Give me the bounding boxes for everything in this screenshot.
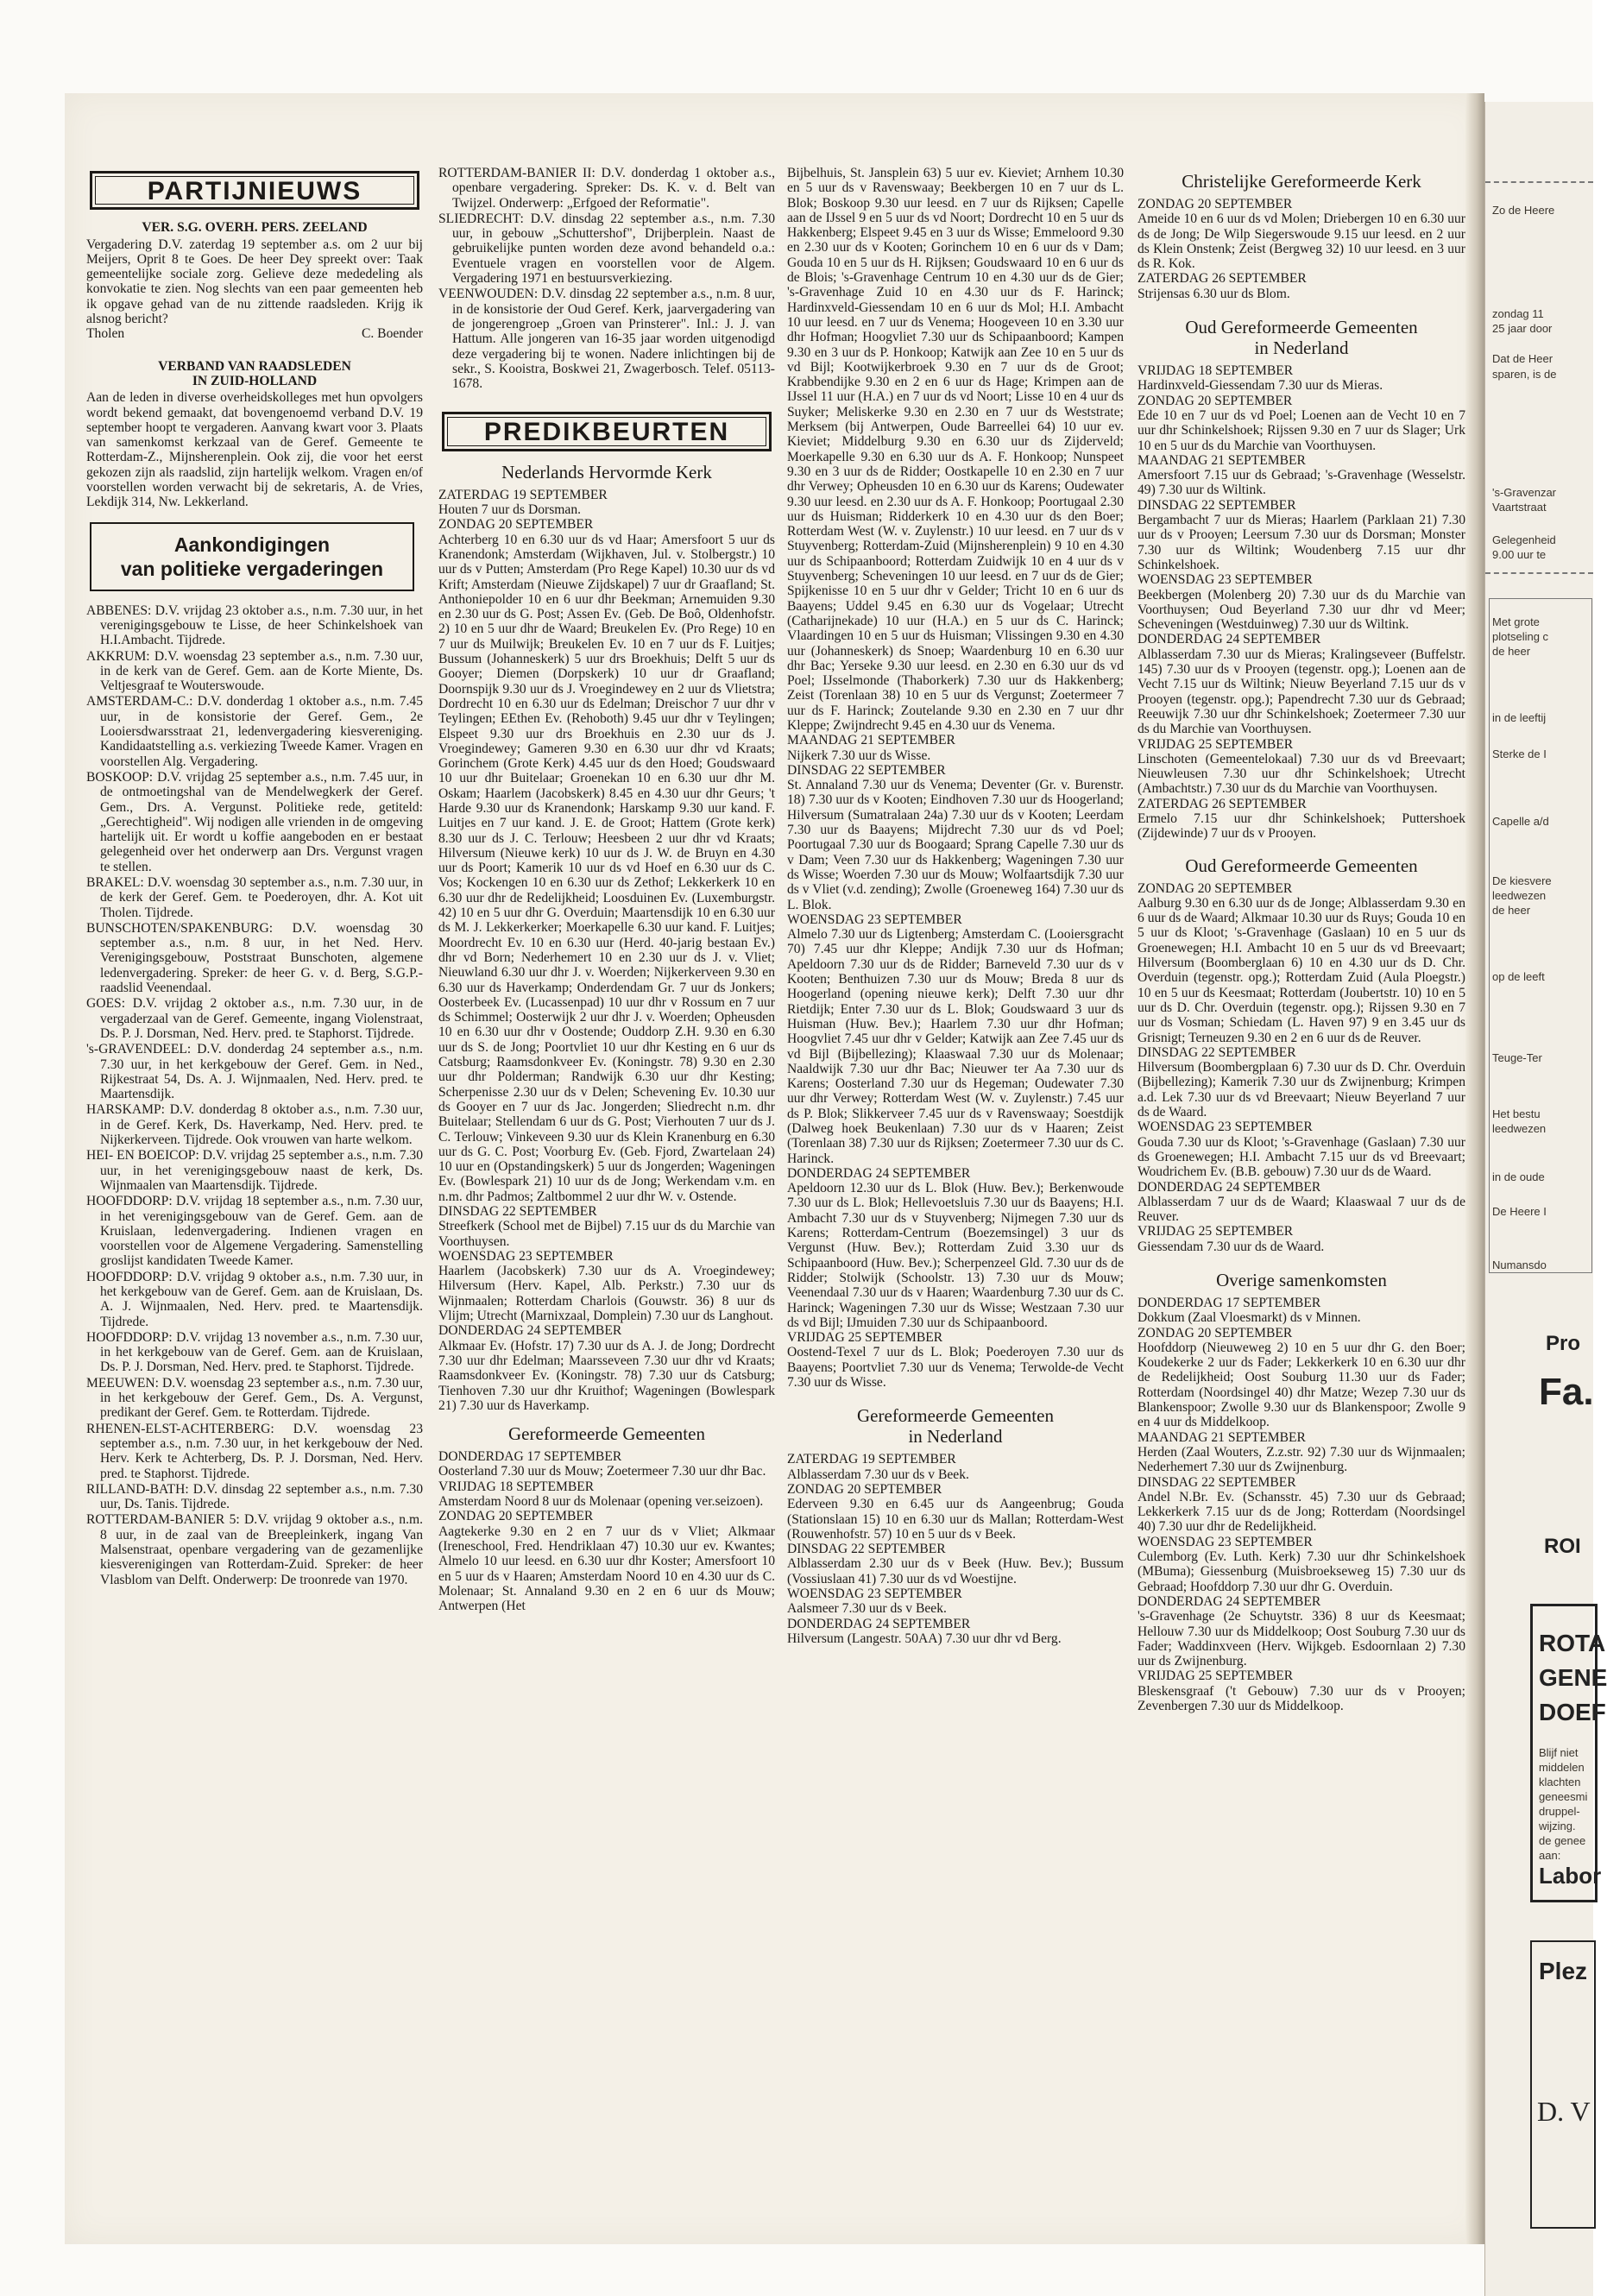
meeting-item: MEEUWEN: D.V. woensdag 23 september a.s., n.m. 7.30 uur, in het kerkgebouw der Geref. Gem., Ds. A. Vergunst, predikant der Geref. Gem. te Rotterdam. Tijdrede. [86,1375,423,1421]
meeting-item: HEI- EN BOEICOP: D.V. vrijdag 25 september a.s., n.m. 7.30 uur, in het verenigingsgebouw naast de kerk, Ds. Wijnmaalen van Maartensdijk. Tijdrede. [86,1148,423,1193]
meeting-list [86,603,423,1587]
day-heading: DONDERDAG 24 SEPTEMBER [787,1165,971,1181]
day-heading: MAANDAG 21 SEPTEMBER [1138,1429,1306,1445]
day-heading: DINSDAG 22 SEPTEMBER [438,1204,597,1219]
service-entry: Amersfoort 7.15 uur ds Gebraad; 's-Gravenhage (Wesselstr. 49) 7.30 uur ds Wiltink. [1138,468,1465,498]
meeting-item: ROTTERDAM-BANIER 5: D.V. vrijdag 9 oktober a.s., n.m. 8 uur, in de zaal van de Breepleinkerk, ingang Van Malsenstraat, openbare vergadering van de gezamenlijke kiesverenigingen van Rotterdam-Zuid. Spreker: de heer Vlasblom van Delft. Onderwerp: De troonrede van 1970. [86,1512,423,1587]
meeting-item: VEENWOUDEN: D.V. dinsdag 22 september a.s., n.m. 8 uur, in de konsistorie der Oud Geref. Kerk, jaarvergadering van de jongerengroep „Groen van Prinsterer". Inl.: J. J. van Hattum. Alle jongeren van 16-35 jaar worden uitgenodigd deze vergadering bij te wonen. Nadere inlichtingen bij de sekr., S. Kooistra, Boskwei 21, Zwagerbosch. Telef. 05113-1678. [438,287,775,392]
notice-fragment: Vaartstraat [1492,501,1547,514]
service-entry: Alblasserdam 7 uur ds de Waard; Klaaswaal 7 uur ds de Reuver. [1138,1194,1465,1225]
ogg-heading-1: Oud Gereformeerde Gemeenten [1185,317,1418,338]
ad-text: druppel- [1539,1805,1580,1818]
day-heading: VRIJDAG 18 SEPTEMBER [438,1479,595,1494]
signature-place: Tholen [86,326,125,342]
predikbeurten-title: PREDIKBEURTEN [447,417,766,445]
meeting-item: RILLAND-BATH: D.V. dinsdag 22 september a.s., n.m. 7.30 uur, Ds. Tanis. Tijdrede. [86,1481,423,1512]
ad-text: geneesmi [1539,1790,1588,1803]
chr-heading: Christelijke Gereformeerde Kerk [1182,171,1421,192]
day-heading: ZONDAG 20 SEPTEMBER [1138,393,1293,408]
service-entry: Gouda 7.30 uur ds Kloot; 's-Gravenhage (Gaslaan) 7.30 uur ds Groenewegen; H.I. Ambacht 7.15 uur ds vd Breevaart; Woudrichem Ev. (B.B. gebouw) 7.30 uur ds de Waard. [1138,1134,1465,1180]
meeting-item: HOOFDDORP: D.V. vrijdag 9 oktober a.s., n.m. 7.30 uur, in het kerkgebouw van de Geref. Gem. aan de Kruislaan, Ds. A. J. Wijnmaalen, Ned. Herv. pred. te Maartensdijk. Tijdrede. [86,1269,423,1329]
notice-fragment: de heer [1492,904,1531,917]
day-heading: VRIJDAG 25 SEPTEMBER [1138,1224,1294,1239]
day-heading: DONDERDAG 17 SEPTEMBER [438,1449,622,1465]
ogk-heading: Oud Gereformeerde Gemeenten [1185,855,1418,876]
notice-fragment: in de leeftij [1492,711,1547,724]
ggn-heading-1: Gereformeerde Gemeenten [857,1405,1054,1427]
ad-text: wijzing. [1539,1820,1576,1832]
notice-fragment: leedwezen [1492,889,1547,902]
ad-fragment: GENE [1539,1664,1607,1691]
column-3 [787,166,1124,1646]
day-heading: VRIJDAG 25 SEPTEMBER [787,1330,943,1346]
notice-fragment: zondag 11 [1492,307,1544,320]
nhk-heading: Nederlands Hervormde Kerk [501,461,712,483]
service-entry: St. Annaland 7.30 uur ds Venema; Deventer (Gr. v. Burenstr. 18) 7.30 uur ds v Kooten; Eindhoven 7.30 uur ds Hoogerland; Hilversum (Sumatralaan 24a) 7.30 uur ds v Kooten; Leerdam 7.30 uur ds Baayens; Mijdrecht 7.30 uur ds vd Poel; Poortugaal 7.30 uur ds Boogaard; Sprang Capelle 7.30 uur ds v Dam; Veen 7.30 uur ds Hakkenberg; Wageningen 7.30 uur ds Wisse; Woerden 7.30 uur ds Mouw; Wolfaartsdijk 7.30 uur ds v Vliet (v.d. zending); Zwolle (Groeneweg 164) 7.30 uur ds L. Blok. [787,778,1124,912]
service-entry: Nijkerk 7.30 uur ds Wisse. [787,747,931,763]
aankondigingen-title-line1: Aankondigingen [173,533,331,556]
service-entry: Linschoten (Gemeentelokaal) 7.30 uur ds vd Breevaart; Nieuwleusen 7.30 uur dhr Schinkelshoek; Utrecht (Ambachtstr.) 7.30 uur ds du Marchie van Voorthuysen. [1138,751,1465,797]
notice-divider [1485,572,1593,574]
notice-fragment: de heer [1492,645,1531,658]
day-heading: DONDERDAG 17 SEPTEMBER [1138,1296,1321,1310]
notice-fragment: Zo de Heere [1492,204,1555,217]
service-entry: Andel N.Br. Ev. (Schansstr. 45) 7.30 uur ds Gebraad; Lekkerkerk 7.15 uur ds de Jong; Rotterdam (Noordsingel 40) 7.30 uur dhr de Redelijkheid. [1138,1489,1465,1535]
day-heading: VRIJDAG 25 SEPTEMBER [1138,1668,1294,1684]
ad-fragment: Plez [1539,1958,1588,1984]
day-heading: MAANDAG 21 SEPTEMBER [1138,452,1306,468]
service-entry: Ederveen 9.30 en 6.45 uur ds Aangeenbrug; Gouda (Stationslaan 15) 10 en 6.30 uur ds Mallan; Rotterdam-West (Rouwenhofstr. 57) 10 en 5 uur ds v Beek. [787,1497,1124,1542]
service-entry: Giessendam 7.30 uur ds de Waard. [1138,1239,1325,1254]
service-entry: Culemborg (Ev. Luth. Kerk) 7.30 uur dhr Schinkelshoek (MBuma); Giessenburg (Muisbroekseweg 15) 7.30 uur ds Gebraad; Hoofddorp 7.30 uur dhr G. Overduin. [1138,1549,1465,1594]
service-entry: Oosterland 7.30 uur ds Mouw; Zoetermeer 7.30 uur dhr Bac. [438,1464,766,1479]
aankondigingen-header-box [90,522,414,591]
service-entry: Beekbergen (Molenberg 20) 7.30 uur ds du Marchie van Voorthuysen; Oud Beyerland 7.30 uur dhr vd Meer; Scheveningen (Westduinweg) 7.30 uur ds Wiltink. [1138,587,1465,633]
ad-fragment: Labor [1539,1863,1602,1889]
day-heading: DONDERDAG 24 SEPTEMBER [1138,1593,1321,1609]
notice-fragment: De Heere I [1492,1205,1547,1218]
notice-divider [1485,181,1593,183]
service-entry: Almelo 7.30 uur ds Ligtenberg; Amsterdam C. (Looiersgracht 70) 7.45 uur dhr Kleppe; Andijk 7.30 uur ds Hofman; Apeldoorn 7.30 uur ds de Ridder; Barneveld 7.30 uur ds v Kooten; Benthuizen 7.30 uur ds Mouw; Breda 8 uur ds Hoogerland (opening nieuwe kerk); Delft 7.30 uur dhr Rietdijk; Enter 7.30 uur ds L. Blok; Goudswaard 3 uur ds Huisman (Huw. Bev.); Haarlem 7.30 uur dhr Hofman; Hoogvliet 7.45 uur dhr v Gelder; Katwijk aan Zee 7.45 uur ds vd Bijl (Bijbellezing); Klaaswaal 7.30 uur ds Molenaar; Naaldwijk 7.30 uur dhr Bac; Nieuwer ter Aa 7.30 uur ds Karens; Oosterland 7.30 uur ds Hegeman; Oudewater 7.30 uur dhr Verwey; Rotterdam West (W. v. Zuylenstr.) 7.45 uur ds P. Blok; Slikkerveer 7.45 uur ds v Ravenswaay; Soestdijk (Dalweg hoek Beukenlaan) 7.30 uur ds v Haaren; Zeist (Torenlaan 38) 7.30 uur ds Rijksen; Zoetermeer 7.30 uur ds C. Harinck. [787,927,1124,1166]
notice-fragment: Teuge-Ter [1492,1051,1542,1064]
service-entry: Alkmaar Ev. (Hofstr. 17) 7.30 uur ds A. J. de Jong; Dordrecht 7.30 uur dhr Edelman; Maarsseveen 7.30 uur dhr vd Kraats; Raamsdonkveer Ev. (Koningstr. 78) 7.30 uur ds Catsburg; Tienhoven 7.30 uur dhr Kruithof; Wageningen (Bowlespark 21) 7.30 uur ds Haverkamp. [438,1338,775,1413]
service-entry: Hilversum (Boombergplaan 6) 7.30 uur ds D. Chr. Overduin (Bijbellezing); Kamerik 7.30 uur ds Zwijnenburg; Krimpen a.d. Lek 7.30 uur ds vd Breevaart; Nieuw Beyerland 7 uur ds de Waard. [1138,1060,1465,1120]
ad-text: de genee [1539,1834,1586,1847]
adjacent-page-strip [1484,102,1607,2296]
ad-text: Blijf niet [1539,1746,1579,1759]
day-heading: WOENSDAG 23 SEPTEMBER [1138,572,1313,588]
service-entry: Haarlem (Jacobskerk) 7.30 uur ds A. Vroegindewey; Hilversum (Herv. Kapel, Alb. Perkstr.) 7.30 uur ds Wijnmaalen; Rotterdam Charlois (Gouwstr. 36) 8 uur ds Vlijm; Utrecht (Marnixzaal, Domplein) 7.30 uur ds Langhout. [438,1264,775,1324]
day-heading: DINSDAG 22 SEPTEMBER [787,762,946,778]
service-entry: Dokkum (Zaal Vloesmarkt) ds v Minnen. [1138,1310,1361,1326]
notice-fragment: Gelegenheid [1492,533,1556,546]
notice-fragment: Numansdo [1492,1258,1547,1271]
notice-fragment: Sterke de I [1492,747,1547,760]
column-1 [86,164,423,1588]
ad-fragment: ROTA [1539,1630,1606,1656]
column-4 [1138,171,1465,1713]
meeting-item: AMSTERDAM-C.: D.V. donderdag 1 oktober a.s., n.m. 7.45 uur, in de konsistorie der Geref. Gem., 2e Looiersdwarsstraat 21, ledenvergadering kiesvereniging. Kandidaatstelling a.s. verkiezing Tweede Kamer. Vragen en voorstellen Alg. Vergadering. [86,694,423,769]
ad-fragment: D. V [1537,2096,1591,2127]
notice-fragment: 9.00 uur te [1492,548,1547,561]
ogg-heading-2: in Nederland [1254,337,1349,359]
partijnieuws-title: PARTIJNIEUWS [95,176,414,205]
raadsleden-body: Aan de leden in diverse overheidskolleges met hun opvolgers wordt bekend gemaakt, dat bovengenoemd verband D.V. 19 september hoopt te vergaderen. Aanvang kwart voor 3. Plaats van samenkomst kerkzaal van de Geref. Gemeente te Rotterdam-Z., Mijnsherenplein. Ook zij, die voor het eerst gekozen zijn als raadslid, zijn hartelijk welkom. Vragen en/of voorstellen worden verwacht bij de sekretaris, A. de Vries, Lekdijk 314, Nw. Lekkerland. [86,390,423,510]
day-heading: DINSDAG 22 SEPTEMBER [1138,1474,1296,1490]
ggn-heading-2: in Nederland [908,1426,1003,1448]
service-entry: Houten 7 uur ds Dorsman. [438,502,582,518]
day-heading: ZONDAG 20 SEPTEMBER [1138,1325,1293,1340]
day-heading: ZONDAG 20 SEPTEMBER [787,1481,942,1497]
notice-fragment: plotseling c [1492,630,1549,643]
day-heading: WOENSDAG 23 SEPTEMBER [787,1586,962,1602]
service-entry: Aagtekerke 9.30 en 2 en 7 uur ds v Vliet; Alkmaar (Ireneschool, Fred. Hendriklaan 47) 10.30 uur ev. Kwantes; Almelo 10 uur leesd. en 6.30 uur dhr Koster; Amersfoort 10 en 5 uur ds v Haaren; Amsterdam Noord 10 en 4.30 uur ds C. Molenaar; St. Annaland 9.30 en 2 en 6 uur ds Mouw; Antwerpen (Het [438,1523,775,1614]
meeting-item: BUNSCHOTEN/SPAKENBURG: D.V. woensdag 30 september a.s., n.m. 8 uur, in het Ned. Herv. Verenigingsgebouw, Poststraat Bunschoten, algemene ledenvergadering. Spreker: de heer G. v. d. Berg, S.G.P.-raadslid Veenendaal. [86,920,423,996]
meeting-item: ROTTERDAM-BANIER II: D.V. donderdag 1 oktober a.s., openbare vergadering. Spreker: Ds. K. v. d. Belt van Twijzel. Onderwerp: „Erfgoed der Reformatie". [438,166,775,211]
day-heading: ZONDAG 20 SEPTEMBER [438,1509,594,1524]
meeting-item: HARSKAMP: D.V. donderdag 8 oktober a.s., n.m. 7.30 uur, in de Geref. Kerk, Ds. Haverkamp, Ned. Herv. pred. te Nijkerkerveen. Tijdrede. Ook vrouwen van harte welkom. [86,1102,423,1148]
notice-fragment: sparen, is de [1492,368,1557,381]
day-heading: DINSDAG 22 SEPTEMBER [1138,497,1296,513]
meeting-item: BOSKOOP: D.V. vrijdag 25 september a.s., n.m. 7.45 uur, in de ontmoetingshal van de Mendelwegkerk der Geref. Gem., Drs. A. Vergunst. Politieke rede, getiteld: „Gerechtigheid". Wij nodigen alle vrienden in de omgeving hartelijk uit. Er wordt u koffie aangeboden en er bestaat gelegenheid over het onderwerp aan Drs. Vergunst vragen te stellen. [86,769,423,874]
notice-fragment: 25 jaar door [1492,322,1553,335]
day-heading: DONDERDAG 24 SEPTEMBER [1138,1179,1321,1195]
signature-name: C. Boender [361,326,423,342]
service-entry: Bleskensgraaf ('t Gebouw) 7.30 uur ds v Prooyen; Zevenbergen 7.30 uur ds Middelkoop. [1138,1683,1465,1714]
ad-text: aan: [1539,1849,1561,1862]
day-heading: WOENSDAG 23 SEPTEMBER [1138,1534,1313,1549]
notice-fragment: 's-Gravenzar [1492,486,1557,499]
notice-fragment: op de leeft [1492,970,1545,983]
raadsleden-heading-1: VERBAND VAN RAADSLEDEN [158,358,351,374]
service-entry: Hoofddorp (Nieuweweg 2) 10 en 5 uur dhr G. den Boer; Koudekerke 2 uur ds Fader; Lekkerkerk 10 en 6.30 uur dhr de Redelijkheid; Oost Souburg 11.30 uur ds Fader; Rotterdam (Noordsingel 40) dhr Matze; Wezep 7.30 uur ds Blankenspoor; Zwolle 9.30 uur ds Blankenspoor; Zwolle 9 en 4 uur ds Middelkoop. [1138,1340,1465,1430]
notice-fragment: Capelle a/d [1492,815,1549,828]
day-heading: ZATERDAG 19 SEPTEMBER [438,487,608,502]
service-entry: Strijensas 6.30 uur ds Blom. [1138,286,1290,301]
overige-heading: Overige samenkomsten [1216,1270,1387,1290]
meeting-item: HOOFDDORP: D.V. vrijdag 18 september a.s., n.m. 7.30 uur, in het verenigingsgebouw van de Geref. Gem. aan de Kruislaan, ledenvergadering. Indienen vragen en voorstellen voor de Algemene Vergadering. Samenstelling groslijst kandidaten Tweede Kamer. [86,1194,423,1269]
service-entry: Apeldoorn 12.30 uur ds L. Blok (Huw. Bev.); Berkenwoude 7.30 uur ds L. Blok; Hellevoetsluis 7.30 uur ds Baayens; H.I. Ambacht 7.30 uur ds v Stuyvenberg; Nijmegen 7.30 uur ds Karens; Rotterdam-Centrum (Boezemsingel) 3 uur ds Vergunst (Huw. Bev.); Rotterdam Zuid 3.30 uur ds Schipaanboord (Huw. Bev.); Scherpenzeel Gld. 7.30 uur ds de Ridder; Stolwijk (Schoolstr. 13) 7.30 uur ds Mouw; Veenendaal 7.30 uur ds v Haaren; Waardenburg 7.30 uur ds C. Harinck; Wageningen 7.30 uur ds Wisse; Westzaan 7.30 uur ds vd Bijl; IJmuiden 7.30 uur ds Schipaanboord. [787,1181,1124,1330]
day-heading: WOENSDAG 23 SEPTEMBER [438,1248,614,1264]
meeting-item: HOOFDDORP: D.V. vrijdag 13 november a.s., n.m. 7.30 uur, in het kerkgebouw van de Geref. Gem. aan de Kruislaan, Ds. P. J. Dorsman, Ned. Herv. pred. te Staphorst. Tijdrede. [86,1329,423,1375]
ad-text: middelen [1539,1761,1585,1774]
day-heading: VRIJDAG 25 SEPTEMBER [1138,736,1294,752]
service-entry: Hardinxveld-Giessendam 7.30 uur ds Mieras. [1138,378,1383,394]
notice-fragment: Dat de Heer [1492,352,1553,365]
ad-fragment: ROI [1544,1535,1581,1558]
day-heading: ZONDAG 20 SEPTEMBER [1138,880,1293,896]
service-entry: Alblasserdam 7.30 uur ds v Beek. [787,1467,969,1482]
meeting-item: ABBENES: D.V. vrijdag 23 oktober a.s., n.m. 7.30 uur, in het verenigingsgebouw te Lisse, de heer Schinkelshoek van H.I.Ambacht. Tijdrede. [86,602,423,648]
zeeland-signature [86,326,423,341]
ad-fragment: DOEF [1539,1699,1606,1725]
meeting-item: BRAKEL: D.V. woensdag 30 september a.s., n.m. 7.30 uur, in de kerk der Geref. Gem. te Poederoyen, dhr. A. Kot uit Tholen. Tijdrede. [86,874,423,920]
raadsleden-heading-2: IN ZUID-HOLLAND [192,373,318,388]
meeting-item: AKKRUM: D.V. woensdag 23 september a.s., n.m. 7.30 uur, in de kerk van de Geref. Gem. aan de Korte Miente, Ds. Veltjesgraaf te Wouterswoude. [86,648,423,694]
service-entry: 's-Gravenhage (2e Schuytstr. 336) 8 uur ds Keesmaat; Hellouw 7.30 uur ds Middelkoop; Oost Souburg 7.30 uur ds Fader; Waddinxveen (Herv. Wijkgeb. Esdoornlaan 2) 7.30 uur ds Zwijnenburg. [1138,1609,1465,1669]
zeeland-heading: VER. S.G. OVERH. PERS. ZEELAND [142,220,368,236]
notice-fragment: in de oude [1492,1170,1545,1183]
service-entry: Alblasserdam 7.30 uur ds Mieras; Kralingseveer (Buffelstr. 145) 7.30 uur ds v Prooyen (tegenstr. opg.); Loenen aan de Vecht 7.15 uur ds Wiltink; Nieuw Beyerland 7.15 uur ds v Prooyen (tegenstr. opg.); Papendrecht 7.30 uur ds Gebraad; Reeuwijk 7.30 uur dhr Schinkelshoek; Zoetermeer 7.30 uur ds du Marchie van Voorthuysen. [1138,647,1465,737]
notice-fragment: De kiesvere [1492,874,1552,887]
notice-fragment: leedwezen [1492,1122,1547,1135]
day-heading: DINSDAG 22 SEPTEMBER [1138,1044,1296,1060]
day-heading: DINSDAG 22 SEPTEMBER [787,1542,946,1557]
service-entry: Aalburg 9.30 en 6.30 uur ds de Jonge; Alblasserdam 9.30 en 6 uur ds de Waard; Alkmaar 10.30 uur ds Ruys; Gouda 10 en 5 uur ds Kloot; 's-Gravenhage (Gaslaan) 10 en 5 uur ds Groenewegen; H.I. Ambacht 10 en 5 uur ds vd Breevaart; Hilversum (Boomberglaan 6) 10 en 4.30 uur ds D. Chr. Overduin (tegenstr. opg.); Rotterdam Zuid (Aula Ploegstr.) 10 en 5 uur ds Keesmaat; Rotterdam (Joubertstr. 10) 10 en 5 uur ds D. Chr. Overduin (tegenstr. opg.); Rijssen 9.30 en 7 uur ds Vosman; Schiedam (L. Haven 97) 9 en 3.45 uur ds Grisnigt; Terneuzen 9.30 en 2 en 6 uur ds de Reuver. [1138,895,1466,1045]
service-entry: Ameide 10 en 6 uur ds vd Molen; Driebergen 10 en 6.30 uur ds de Jong; De Wilp Siegerswoude 9.15 uur leesd. en 2 uur ds Klein Onstenk; Zeist (Bergweg 32) 10 uur leesd. en 3 uur ds R. Kok. [1138,211,1465,272]
meeting-item: RHENEN-ELST-ACHTERBERG: D.V. woensdag 23 september a.s., n.m. 7.30 uur, in het kerkgebouw der Ned. Herv. Kerk te Achterberg, Ds. P. J. Dorsman, Ned. Herv. pred. te Staphorst. Tijdrede. [86,1421,423,1481]
meeting-item: SLIEDRECHT: D.V. dinsdag 22 september a.s., n.m. 7.30 uur, in gebouw „Schuttershof", Drijberplein. Naast de gebruikelijke punten worden deze avond behandeld o.a.: Eventuele vragen en voorstellen voor de Algem. Vergadering 1971 en bestuursverkiezing. [438,211,775,287]
gg-heading: Gereformeerde Gemeenten [508,1423,705,1445]
day-heading: WOENSDAG 23 SEPTEMBER [787,911,962,927]
service-entry: Amsterdam Noord 8 uur ds Molenaar (opening ver.seizoen). [438,1494,764,1510]
service-entry: Streefkerk (School met de Bijbel) 7.15 uur ds du Marchie van Voorthuysen. [438,1219,775,1249]
service-entry: Oostend-Texel 7 uur ds L. Blok; Poederoyen 7.30 uur ds Baayens; Poortvliet 7.30 uur ds Venema; Terwolde-de Vecht 7.30 uur ds Wisse. [787,1345,1124,1391]
day-heading: WOENSDAG 23 SEPTEMBER [1138,1120,1313,1135]
service-entry: Herden (Zaal Wouters, Z.z.str. 92) 7.30 uur ds Wijnmaalen; Nederhemert 7.30 uur ds Zwijnenburg. [1138,1444,1465,1475]
notice-fragment: Met grote [1492,615,1540,628]
day-heading: DONDERDAG 24 SEPTEMBER [438,1323,622,1339]
notice-fragment: Het bestu [1492,1107,1541,1120]
aankondigingen-title-line2: van politieke vergaderingen [120,557,384,580]
day-heading: ZONDAG 20 SEPTEMBER [438,517,594,533]
day-heading: VRIJDAG 18 SEPTEMBER [1138,363,1294,379]
partijnieuws-header-box [90,171,419,210]
page-fold [1465,93,1484,2244]
ad-fragment: Fa. [1539,1371,1594,1413]
zeeland-body: Vergadering D.V. zaterdag 19 september a.s. om 2 uur bij Meijers, Oprit 8 te Goes. De heer Dey spreekt over: Taak gemeentelijke sociale zorg. Gelieve deze mededeling als konvokatie te zien. Nog slechts van een paar gemeenten heb ik opgave gehad van de nu zittende raadsleden. Krijg ik alsnog bericht? [86,237,423,327]
day-heading: DONDERDAG 24 SEPTEMBER [1138,632,1321,647]
service-entry: Hilversum (Langestr. 50AA) 7.30 uur dhr vd Berg. [787,1631,1062,1646]
meeting-item: GOES: D.V. vrijdag 2 oktober a.s., n.m. 7.30 uur, in de vergaderzaal van de Geref. Gemeente, ingang Violenstraat, Ds. P. J. Dorsman, Ned. Herv. pred. te Staphorst. Tijdrede. [86,996,423,1041]
service-entry: Ede 10 en 7 uur ds vd Poel; Loenen aan de Vecht 10 en 7 uur dhr Schinkelshoek; Rijssen 9.30 en 7 uur ds Slager; Urk 10 en 5 uur ds du Marchie van Voorthuysen. [1138,407,1465,453]
predikbeurten-header-box [442,412,772,451]
service-entry: Achterberg 10 en 6.30 uur ds vd Haar; Amersfoort 5 uur ds Kranendonk; Amsterdam (Wijkhaven, Jul. v. Stolbergstr.) 10 uur ds v Putten; Amsterdam (Pro Rege Kapel) 10.30 uur ds vd Krift; Amsterdam (Nieuwe Zijdskapel) 7 uur dr Graafland; St. Anthoniepolder 10 en 6 uur dhr Beekman; Arnemuiden 9.30 en 2.30 uur ds G. Post; Assen Ev. (Geb. De Boô, Oldenhofstr. 2) 10 en 5 uur dhr de Waard; Breukelen Ev. (Pro Rege) 10 en 7 uur ds Muilwijk; Breukelen Ev. 10 en 7 uur ds F. Luitjes; Bussum (Johanneskerk) 5 uur drs Broekhuis; Delft 5 uur ds Gooyer; Diemen (Dorpskerk) 10 uur dr Graafland; Doornspijk 9.30 uur ds J. Vroegindewey en 2 uur ds Vlietstra; Dordrecht 10 en 6.30 uur ds Edelman; Dreischor 7 uur dhr v Teylingen; EEthen Ev. (Rehoboth) 9.45 uur dhr v Teylingen; Elspeet 9.30 uur drs Broekhuis en 2.30 uur ds J. Vroegindewey; Gameren 9.30 en 6.30 uur dhr vd Kraats; Gorinchem (Grote Kerk) 4.45 uur ds den Hoed; Goudswaard 10 uur dhr Buitelaar; Groenekan 10 en 6.30 uur dhr M. Oskam; Haarlem (Jacobskerk) 8.45 en 4.30 uur dhr Geurs; 't Harde 9.30 uur ds Kranendonk; Harskamp 9.30 uur kand. F. Luitjes en 7 uur kand. J. E. de Groot; Hattem (Grote kerk) 8.30 uur ds J. C. Terlouw; Heesbeen 2 uur dhr vd Kraats; Hilversum (Nieuwe kerk) 10 uur ds J. W. de Bruyn en 4.30 uur ds Poort; Kamerik 10 uur ds vd Hoef en 6.30 uur ds C. Vos; Kockengen 10 en 6.30 uur ds Zethof; Lekkerkerk 10 en 6.30 uur dhr de Redelijkheid; Loosduinen Ev. (Luxemburgstr. 42) 10 en 5 uur dhr G. Overduin; Maartensdijk 10 en 6.30 uur ds M. J. Lekkerkerker; Moerkapelle 6.30 uur kand. F. Luitjes; Moordrecht Ev. 10 en 6.30 uur (Herd. 40-jarig bestaan Ev.) dhr vd Born; Nederhemert 10 en 2.30 uur ds J. v. Vliet; Nieuwland 6.30 uur dhr J. v. Woerden; Nijkerkerveen 9.30 en 6.30 uur ds Haverkamp; Onderdendam Gr. 7 uur ds Jonkers; Oosterbeek Ev. (Lucassenpad) 10 uur dhr v Rossum en 7 uur ds Schimmel; Oosterwijk 2 uur dhr J. v. Woerden; Opheusden 10 en 6.30 uur dhr v Oostende; Ouddorp Z.H. 9.30 en 6.30 uur ds S. de Jong; Poortvliet 10 uur dhr Kesting en 6 uur ds Catsburg; Raamsdonkveer Ev. (Koningstr. 78) 9.30 en 2.30 uur dhr Polderman; Randwijk 6.30 uur dhr Kesting; Scherpenisse 2.30 uur ds v Delen; Schevening Ev. 10.30 uur ds Gooyer en 7 uur ds Jac. Jongerden; Sliedrecht n.m. dhr Buitelaar; Stellendam 6 uur ds G. Post; Vierhouten 7 uur ds J. C. Terlouw; Vinkeveen 9.30 uur ds Klein Kranenburg en 6.30 uur ds G. C. Post; Voorburg Ev. (Geb. Fjord, Zwartelaan 24) 10 uur en (Opstandingskerk) 5 uur ds Jongerden; Wageningen Ev. (Bowlespark 21) 10 uur ds de Jong; Werkendam v.m. en n.m. dhr Padmos; Zaltbommel 2 uur dhr W. v. Ostende. [438,532,775,1204]
service-entry: Ermelo 7.15 uur dhr Schinkelshoek; Puttershoek (Zijdewinde) 7 uur ds v Prooyen. [1138,811,1465,842]
column-2 [438,166,775,1613]
service-entry: Aalsmeer 7.30 uur ds v Beek. [787,1601,947,1617]
service-entry: Alblasserdam 2.30 uur ds v Beek (Huw. Bev.); Bussum (Vossiuslaan 41) 7.30 uur ds vd Woestijne. [787,1556,1124,1586]
day-heading: MAANDAG 21 SEPTEMBER [787,733,955,748]
day-heading: ZONDAG 20 SEPTEMBER [1138,197,1293,211]
meeting-item: 's-GRAVENDEEL: D.V. donderdag 24 september a.s., n.m. 7.30 uur, in het kerkgebouw der Geref. Gem. in Ned., Rijkestraat 54, Ds. A. J. Wijnmaalen, Ned. Herv. pred. te Maartensdijk. [86,1042,423,1102]
day-heading: DONDERDAG 24 SEPTEMBER [787,1616,971,1631]
service-entry: Bijbelhuis, St. Jansplein 63) 5 uur ev. Kieviet; Arnhem 10.30 en 5 uur ds v Ravenswaay; Beekbergen 10 en 7 uur ds L. Blok; Boskoop 9.30 uur leesd. en 7 uur ds Rijksen; Capelle aan de IJssel 9 en 5 uur ds vd Noort; Dordrecht 10 en 5 uur ds Hakkenberg; Elspeet 9.45 en 3 uur ds Wisse; Emmeloord 9.30 en 2.30 uur ds v Kooten; Gorinchem 10 en 6 uur ds v Dam; Gouda 10 en 5 uur ds H. Rijksen; Goudswaard 10 en 6 uur ds de Blois; 's-Gravenhage Centrum 10 en 4.30 uur ds de Gier; 's-Gravenhage Zuid 10 en 4.30 uur ds F. Harinck; Hardinxveld-Giessendam 10 en 6 uur ds Mol; H.I. Ambacht 10 uur leesd. en 7 uur ds Venema; Hoogeveen 10 en 3.30 uur dhr Hofman; Hoogvliet 7.30 uur ds Schipaanboord; Kampen 9.30 en 3 uur ds P. Honkoop; Katwijk aan Zee 10 en 5 uur ds vd Bijl; Kootwijkerbroek 9.30 en 7 uur ds de Groot; Krabbendijke 9.30 en 2 en 6 uur ds Hage; Krimpen aan de IJssel 11 uur (H.A.) en 7 uur ds vd Noort; Lisse 10 en 4 uur ds Suyker; Meliskerke 9.30 en 2.30 en 7 uur ds Weststrate; Merksem (bij Antwerpen, Oude Barreellei 64) 10 uur ev. Kieviet; Middelburg 9.30 en 6.30 uur ds Zijderveld; Moerkapelle 9.30 en 6.30 uur ds A. F. Honkoop; Nunspeet 9.30 en 3 uur ds de Ridder; Oostkapelle 10 en 2.30 en 7 uur dhr Verwey; Opheusden 10 en 6.30 uur ds Karens; Oudewater 9.30 uur leesd. en 2.30 uur ds A. F. Honkoop; Poortugaal 2.30 uur ds Huisman; Ridderkerk 10 en 4.30 uur ds den Boer; Rotterdam West (W. v. Zuylenstr.) 10 uur leesd. en 7 uur ds v Stuyvenberg; Rotterdam-Zuid (Mijnsherenplein) 9 10 en 4.30 uur ds Schipaanboord; Rotterdam Zuidwijk 10 en 4 uur ds v Stuyvenberg; Scheveningen 10 uur leesd. en 7 uur ds de Gier; Spijkenisse 10 en 5 uur dhr v Gelder; Tricht 10 en 6 uur ds Baayens; Uddel 9.45 en 6.30 uur ds Vogelaar; Utrecht (Catharijnekade) 10 uur (H.A.) en 5 uur ds C. Harinck; Vlaardingen 10 en 5 uur ds Huisman; Vlissingen 9.30 en 4.30 uur (Johanneskerk) ds Snoep; Waardenburg 10 en 6.30 uur dhr Bac; Yerseke 9.30 uur leesd. en 2.30 en 6.30 uur ds vd Poel; IJsselmonde (Thaborkerk) 7.30 uur ds Hakkenberg; Zeist (Torenlaan 38) 10 en 5 uur ds Vergunst; Zoetermeer 7 uur ds F. Harinck; Zoutelande 9.30 en 2.30 en 7 uur dhr Kleppe; Zwijndrecht 9.45 en 4.30 uur ds Venema. [787,166,1124,733]
ad-fragment: Pro [1546,1332,1581,1355]
day-heading: ZATERDAG 26 SEPTEMBER [1138,271,1307,287]
ad-text: klachten [1539,1776,1581,1788]
day-heading: ZATERDAG 26 SEPTEMBER [1138,796,1307,811]
service-entry: Bergambacht 7 uur ds Mieras; Haarlem (Parklaan 21) 7.30 uur ds v Prooyen; Leersum 7.30 uur ds Dorsman; Monster 7.30 uur ds Wiltink; Woudenberg 7.15 uur dhr Schinkelshoek. [1138,513,1465,572]
day-heading: ZATERDAG 19 SEPTEMBER [787,1452,956,1467]
